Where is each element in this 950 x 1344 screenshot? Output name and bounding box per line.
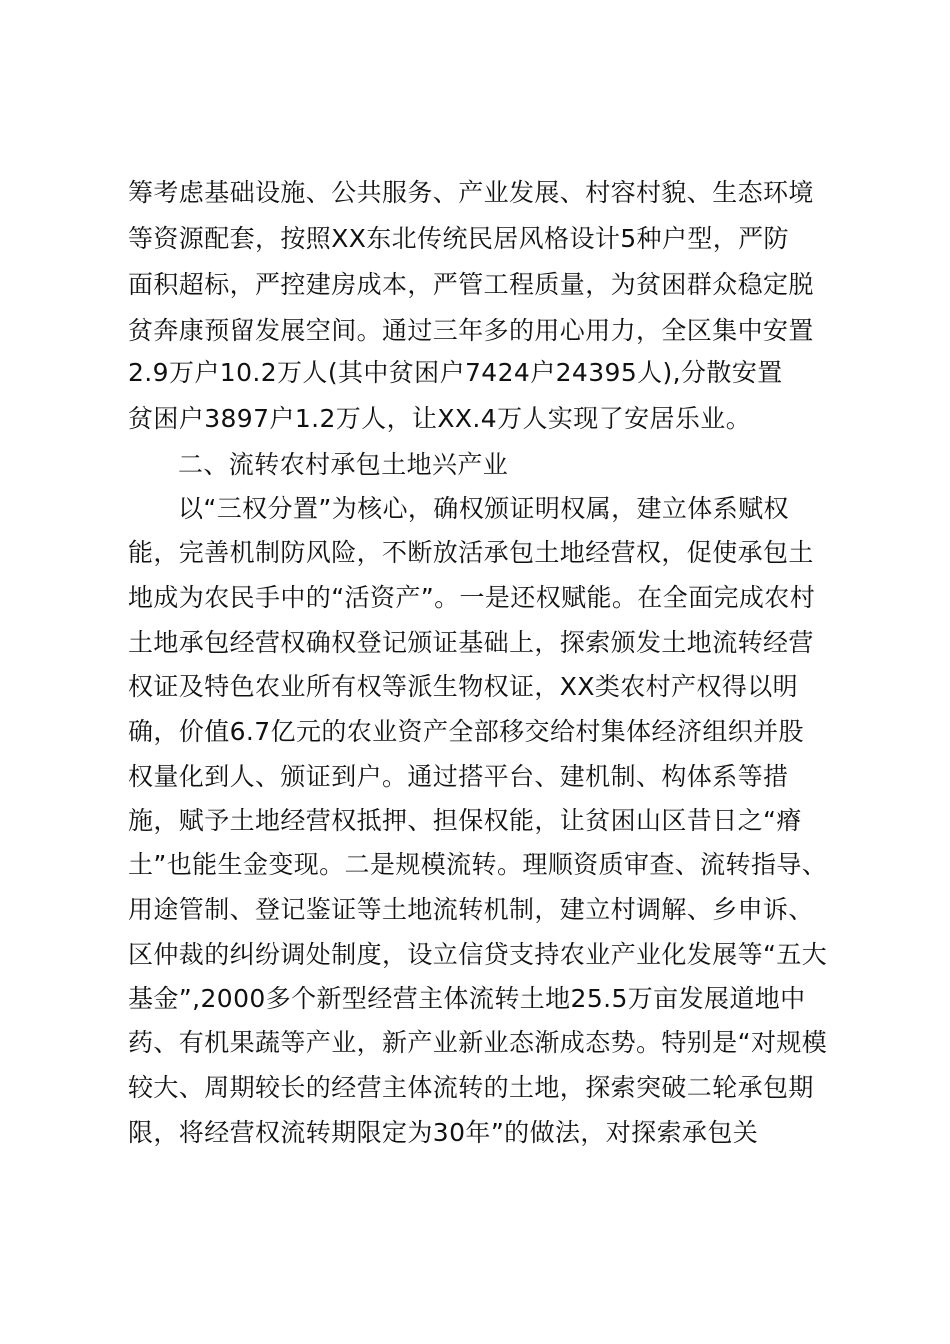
text-line: 能，完善机制防风险，不断放活承包土地经营权，促使承包土: [128, 538, 814, 567]
text-line: 贫困户3897户1.2万人，让XX.4万人实现了安居乐业。: [128, 404, 752, 433]
text-line: 用途管制、登记鉴证等土地流转机制，建立村调解、乡申诉、: [128, 895, 814, 924]
text-line: 施，赋予土地经营权抵押、担保权能，让贫困山区昔日之“瘠: [128, 806, 802, 835]
text-line: 筹考虑基础设施、公共服务、产业发展、村容村貌、生态环境: [128, 178, 814, 207]
text-line: 区仲裁的纠纷调处制度，设立信贷支持农业产业化发展等“五大: [128, 940, 828, 969]
text-line: 土地承包经营权确权登记颁证基础上，探索颁发土地流转经营: [128, 628, 814, 657]
text-line: 2.9万户10.2万人(其中贫困户7424户24395人),分散安置: [128, 358, 783, 387]
text-line: 以“三权分置”为核心，确权颁证明权属，建立体系赋权: [178, 494, 789, 523]
text-line: 基金”,2000多个新型经营主体流转土地25.5万亩发展道地中: [128, 984, 806, 1013]
text-line: 权量化到人、颁证到户。通过搭平台、建机制、构体系等措: [128, 762, 789, 791]
text-line: 面积超标，严控建房成本，严管工程质量，为贫困群众稳定脱: [128, 270, 814, 299]
text-line: 限，将经营权流转期限定为30年”的做法，对探索承包关: [128, 1118, 759, 1147]
text-line: 地成为农民手中的“活资产”。一是还权赋能。在全面完成农村: [128, 583, 816, 612]
text-line: 药、有机果蔬等产业，新产业新业态渐成态势。特别是“对规模: [128, 1028, 828, 1057]
text-line: 权证及特色农业所有权等派生物权证，XX类农村产权得以明: [128, 672, 799, 701]
section-heading: 二、流转农村承包土地兴产业: [178, 450, 509, 479]
text-line: 较大、周期较长的经营主体流转的土地，探索突破二轮承包期: [128, 1073, 814, 1102]
text-line: 贫奔康预留发展空间。通过三年多的用心用力，全区集中安置: [128, 316, 814, 345]
text-line: 土”也能生金变现。二是规模流转。理顺资质审查、流转指导、: [128, 850, 828, 879]
text-line: 确，价值6.7亿元的农业资产全部移交给村集体经济组织并股: [128, 717, 804, 746]
text-line: 等资源配套，按照XX东北传统民居风格设计5种户型，严防: [128, 224, 789, 253]
